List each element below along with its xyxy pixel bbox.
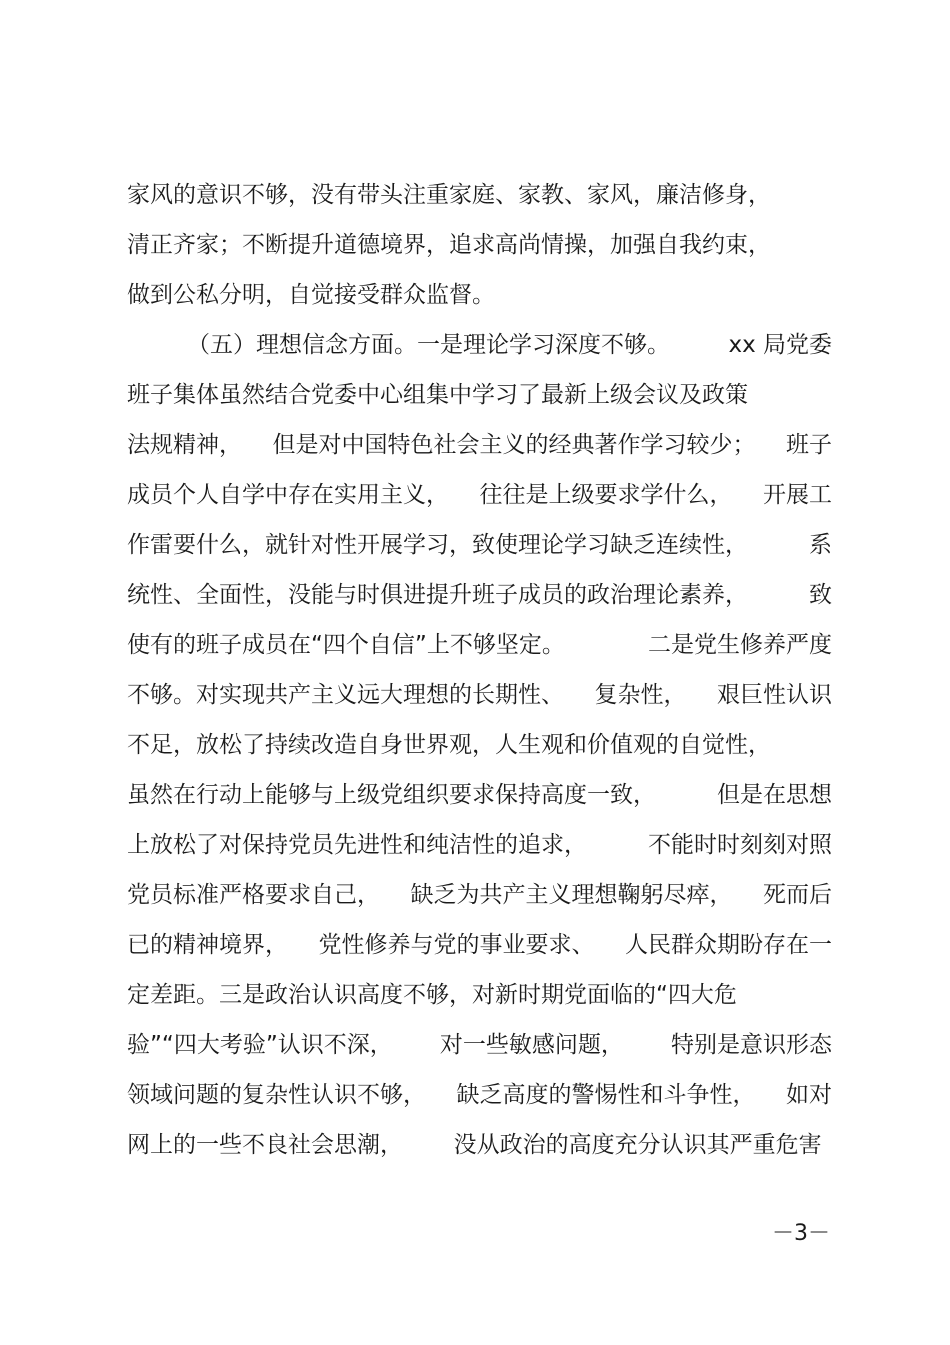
text-segment: 使有的班子成员在“四个自信”上不够坚定。 bbox=[127, 632, 565, 658]
text-segment: 定差距。三是政治认识高度不够，对新时期党面临的“四大危 bbox=[127, 982, 737, 1008]
text-line-9 bbox=[127, 580, 832, 610]
text-segment: 但是在思想 bbox=[717, 782, 832, 808]
text-segment: 家风的意识不够，没有带头注重家庭、家教、家风，廉洁修身， bbox=[127, 182, 771, 208]
text-line-17 bbox=[127, 980, 832, 1010]
text-line-2 bbox=[127, 230, 832, 260]
text-line-12 bbox=[127, 730, 832, 760]
text-segment: 网上的一些不良社会思潮， bbox=[127, 1132, 403, 1158]
text-line-13 bbox=[127, 780, 832, 810]
text-segment: 缺乏高度的警惕性和斗争性， bbox=[456, 1082, 756, 1108]
text-segment: 二是党生修养严度 bbox=[648, 632, 832, 658]
text-segment: 清正齐家；不断提升道德境界，追求高尚情操，加强自我约束， bbox=[127, 232, 771, 258]
text-line-16 bbox=[127, 930, 832, 960]
text-segment: 致 bbox=[809, 582, 832, 608]
text-segment: 做到公私分明，自觉接受群众监督。 bbox=[127, 282, 495, 308]
text-segment: 对一些敏感问题， bbox=[439, 1032, 624, 1058]
text-line-7 bbox=[127, 480, 832, 510]
text-segment: 已的精神境界， bbox=[127, 932, 288, 958]
text-segment: 复杂性， bbox=[594, 682, 687, 708]
text-line-19 bbox=[127, 1080, 832, 1110]
text-line-15 bbox=[127, 880, 832, 910]
text-line-11 bbox=[127, 680, 832, 710]
text-segment: 缺乏为共产主义理想鞠躬尽瘁， bbox=[410, 882, 733, 908]
text-segment: 作雷要什么，就针对性开展学习，致使理论学习缺乏连续性， bbox=[127, 532, 748, 558]
text-segment: 班子 bbox=[786, 432, 832, 458]
text-segment: 不够。对实现共产主义远大理想的长期性、 bbox=[127, 682, 564, 708]
text-segment: 统性、全面性，没能与时俱进提升班子成员的政治理论素养， bbox=[127, 582, 748, 608]
text-line-6 bbox=[127, 430, 832, 460]
text-segment: 往往是上级要求学什么， bbox=[479, 482, 733, 508]
text-segment: 系 bbox=[809, 532, 832, 558]
text-segment: 特别是意识形态 bbox=[671, 1032, 832, 1058]
text-line-18 bbox=[127, 1030, 832, 1060]
text-segment: 艰巨性认识 bbox=[717, 682, 832, 708]
text-line-1 bbox=[127, 180, 832, 210]
text-line-14 bbox=[127, 830, 832, 860]
text-segment: （五）理想信念方面。一是理论学习深度不够。 bbox=[187, 332, 670, 358]
text-segment: 党员标准严格要求自己， bbox=[127, 882, 380, 908]
text-segment: 如对 bbox=[786, 1082, 832, 1108]
text-line-8 bbox=[127, 530, 832, 560]
text-line-4 bbox=[187, 330, 832, 360]
text-segment: xx 局党委 bbox=[728, 332, 832, 358]
text-segment: 成员个人自学中存在实用主义， bbox=[127, 482, 449, 508]
text-segment: 党性修养与党的事业要求、 bbox=[318, 932, 595, 958]
text-segment: 但是对中国特色社会主义的经典著作学习较少； bbox=[272, 432, 756, 458]
text-line-5 bbox=[127, 380, 832, 410]
text-line-20 bbox=[127, 1130, 832, 1160]
text-segment: 上放松了对保持党员先进性和纯洁性的追求， bbox=[127, 832, 587, 858]
text-segment: 不能时时刻刻对照 bbox=[648, 832, 832, 858]
text-segment: 验”“四大考验”认识不深， bbox=[127, 1032, 393, 1058]
text-segment: 班子集体虽然结合党委中心组集中学习了最新上级会议及政策 bbox=[127, 382, 748, 408]
text-segment: 不足，放松了持续改造自身世界观，人生观和价值观的自觉性， bbox=[127, 732, 771, 758]
text-segment: 人民群众期盼存在一 bbox=[625, 932, 832, 958]
text-segment: 领域问题的复杂性认识不够， bbox=[127, 1082, 426, 1108]
text-segment: 死而后 bbox=[763, 882, 832, 908]
text-segment: 虽然在行动上能够与上级党组织要求保持高度一致， bbox=[127, 782, 656, 808]
text-segment: 开展工 bbox=[763, 482, 832, 508]
text-segment: 没从政治的高度充分认识其严重危害 bbox=[453, 1132, 822, 1158]
text-segment: 法规精神， bbox=[127, 432, 242, 458]
text-line-3 bbox=[127, 280, 832, 310]
page-number: －3－ bbox=[772, 1221, 830, 1246]
text-line-10 bbox=[127, 630, 832, 660]
